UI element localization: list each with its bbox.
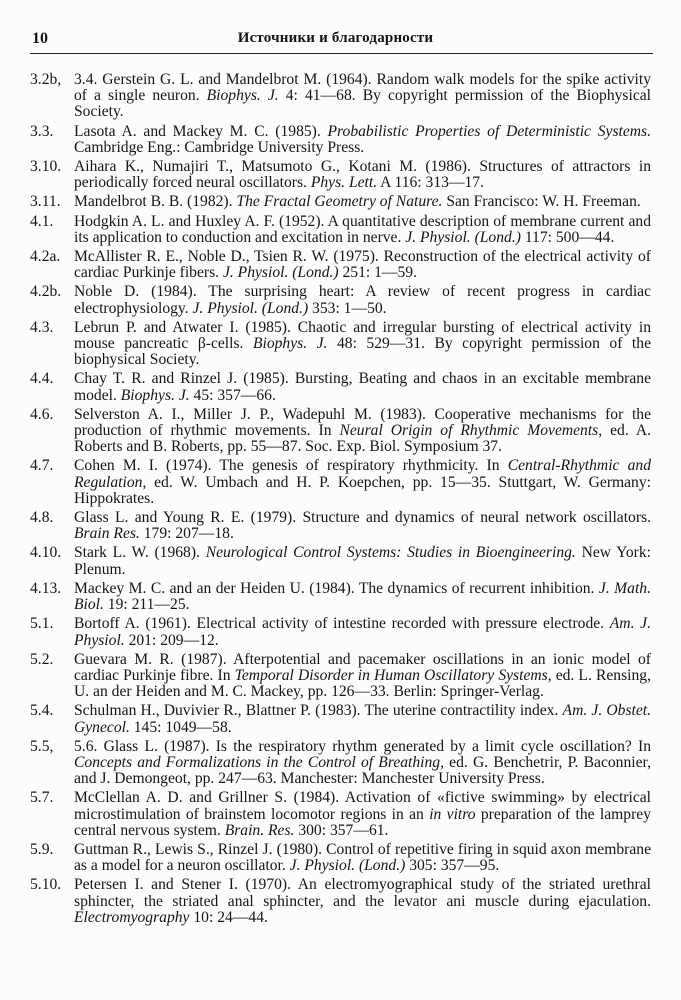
reference-text-segment: Hodgkin A. L. and Huxley A. F. (1952). A quantitative description of membrane current and its application to conduction and excitation in nerve. bbox=[74, 212, 651, 246]
reference-text-segment: Chay T. R. and Rinzel J. (1985). Bursting, Beating and chaos in an excitable membrane model. bbox=[74, 370, 651, 404]
reference-text-segment: , ed. L. Rensing, U. an der Heiden and M. C. Mackey, pp. 126—33. Berlin: Springer-Verlag. bbox=[74, 666, 651, 701]
reference-text-segment: , ed. A. Roberts and B. Roberts, pp. 55—87. Soc. Exp. Biol. Symposium 37. bbox=[74, 422, 651, 456]
reference-entry bbox=[30, 842, 651, 874]
reference-text bbox=[74, 284, 651, 316]
reference-source-italic: The Fractal Geometry of Nature. bbox=[236, 193, 443, 211]
running-title: Источники и благодарности bbox=[237, 30, 434, 46]
reference-text-segment: 19: 211—25. bbox=[103, 596, 190, 614]
reference-source-italic: Electromyography bbox=[74, 908, 190, 926]
reference-text-segment: A 116: 313—17. bbox=[377, 174, 484, 192]
reference-number: 4.3. bbox=[30, 318, 54, 336]
reference-text-segment: Mackey M. C. and an der Heiden U. (1984). The dynamics of recurrent inhibition. bbox=[74, 579, 599, 597]
reference-entry bbox=[30, 284, 651, 316]
reference-text-segment: Guevara M. R. (1987). Afterpotential and pacemaker oscillations in an ionic model of cardiac Purkinje fibre. In bbox=[74, 650, 651, 684]
reference-number: 4.6. bbox=[30, 405, 54, 423]
reference-text bbox=[74, 877, 651, 926]
reference-source-italic: J. Physiol. (Lond.) bbox=[222, 264, 339, 282]
reference-source-italic: J. Math. Biol. bbox=[74, 579, 651, 614]
reference-text-segment: 251: 1—59. bbox=[338, 264, 417, 282]
reference-number: 5.9. bbox=[30, 840, 54, 858]
reference-entry bbox=[30, 407, 651, 456]
reference-source-italic: Am. J. Obstet. Gynecol. bbox=[74, 702, 651, 736]
reference-source-italic: Neural Origin of Rhythmic Movements bbox=[339, 422, 599, 440]
reference-text-segment: 4: 41—68. By copyright permission of the Biophysical Society. bbox=[74, 87, 652, 121]
reference-entry bbox=[30, 458, 651, 507]
reference-number: 3.11. bbox=[30, 193, 61, 211]
reference-text-segment: 353: 1—50. bbox=[308, 299, 387, 317]
page-number: 10 bbox=[32, 30, 48, 47]
reference-text bbox=[74, 842, 651, 874]
reference-source-italic: J. Physiol. (Lond.) bbox=[289, 857, 406, 875]
reference-number: 4.10. bbox=[30, 544, 62, 562]
reference-entry bbox=[30, 616, 651, 648]
reference-text bbox=[74, 652, 651, 701]
reference-source-italic: Central-Rhythmic and Regulation bbox=[74, 457, 652, 491]
reference-text-segment: Aihara K., Numajiri T., Matsumoto G., Kotani M. (1986). Structures of attractors in periodically forced neural oscillators. bbox=[74, 158, 651, 192]
reference-entry bbox=[30, 581, 651, 613]
reference-text-segment: 305: 357—95. bbox=[405, 857, 500, 875]
reference-source-italic: J. Physiol. (Lond.) bbox=[405, 228, 521, 246]
reference-source-italic: Biophys. J. bbox=[252, 335, 328, 353]
reference-entry bbox=[30, 124, 651, 156]
reference-text bbox=[74, 249, 651, 281]
reference-number: 5.1. bbox=[30, 615, 54, 633]
reference-entry bbox=[30, 652, 651, 701]
reference-source-italic: Probabilistic Properties of Deterministic Systems. bbox=[327, 122, 651, 140]
reference-entry bbox=[30, 371, 651, 403]
reference-number: 4.1. bbox=[30, 212, 54, 230]
reference-text-segment: 45: 357—66. bbox=[189, 386, 276, 404]
reference-source-italic: Biophys. J. bbox=[120, 386, 190, 404]
reference-number: 5.4. bbox=[30, 702, 54, 720]
reference-text-segment: McClellan A. D. and Grillner S. (1984). Activation of «fictive swimming» by electrical microstimulation of brainstem locomotor regions in an bbox=[74, 789, 651, 823]
reference-text bbox=[74, 616, 651, 648]
reference-entry bbox=[30, 877, 651, 926]
reference-number: 3.3. bbox=[30, 122, 54, 140]
reference-number: 4.4. bbox=[30, 370, 54, 388]
reference-number: 5.5, bbox=[30, 737, 54, 755]
reference-text bbox=[74, 371, 651, 403]
reference-text-segment: 201: 209—12. bbox=[124, 631, 219, 649]
reference-text-segment: Lebrun P. and Atwater I. (1985). Chaotic and irregular bursting of electrical activity in mouse pancreatic β-cells. bbox=[74, 318, 651, 353]
reference-number: 4.2b. bbox=[30, 283, 62, 301]
reference-text-segment: 179: 207—18. bbox=[139, 525, 234, 543]
reference-source-italic: Phys. Lett. bbox=[310, 174, 378, 192]
reference-text bbox=[74, 320, 651, 369]
reference-source-italic: Am. J. Physiol. bbox=[74, 615, 651, 649]
reference-text-segment: 5.6. Glass L. (1987). Is the respiratory rhythm generated by a limit cycle oscillation? In bbox=[74, 737, 651, 755]
reference-text-segment: New York: Plenum. bbox=[74, 544, 651, 578]
reference-text bbox=[74, 545, 651, 577]
reference-text-segment: 3.4. Gerstein G. L. and Mandelbrot M. (1964). Random walk models for the spike activity of a single neuron. bbox=[74, 71, 651, 105]
reference-entry bbox=[30, 703, 651, 735]
reference-number: 5.7. bbox=[30, 789, 54, 807]
reference-text-segment: 48: 529—31. By copyright permission of the biophysical Society. bbox=[74, 335, 651, 369]
reference-text-segment: Guttman R., Lewis S., Rinzel J. (1980). Control of repetitive firing in squid axon membrane as a model for a neuron oscillator. bbox=[74, 840, 651, 875]
reference-text bbox=[74, 703, 651, 735]
reference-number: 4.13. bbox=[30, 579, 62, 597]
reference-entry bbox=[30, 739, 651, 788]
reference-text bbox=[74, 72, 651, 121]
reference-text-segment: Bortoff A. (1961). Electrical activity of intestine recorded with pressure electrode. bbox=[74, 615, 610, 633]
reference-number: 4.7. bbox=[30, 457, 54, 475]
reference-source-italic: Temporal Disorder in Human Oscillatory Systems bbox=[234, 666, 548, 684]
reference-text bbox=[74, 790, 651, 839]
reference-number: 4.8. bbox=[30, 509, 54, 527]
reference-text-segment: Cambridge Eng.: Cambridge University Press. bbox=[74, 138, 365, 156]
reference-text-segment: 145: 1049—58. bbox=[129, 718, 232, 736]
reference-entry bbox=[30, 790, 651, 839]
reference-text bbox=[74, 194, 651, 210]
reference-text-segment: Stark L. W. (1968). bbox=[74, 544, 206, 562]
reference-text bbox=[74, 739, 651, 788]
reference-text bbox=[74, 510, 651, 542]
reference-text-segment: San Francisco: W. H. Freeman. bbox=[442, 193, 641, 211]
reference-text-segment: Mandelbrot B. B. (1982). bbox=[74, 193, 237, 211]
reference-text-segment: Petersen I. and Stener I. (1970). An electromyographical study of the striated urethral sphincter, the striated anal sphincter, and the levator ani muscle during ejaculation. bbox=[74, 876, 651, 910]
reference-source-italic: Neurological Control Systems: Studies in Bioengineering. bbox=[205, 544, 576, 562]
reference-text bbox=[74, 214, 651, 246]
reference-source-italic: Concepts and Formalizations in the Control of Breathing bbox=[74, 753, 441, 771]
reference-entry bbox=[30, 320, 651, 369]
reference-text-segment: , ed. G. Benchetrir, P. Baconnier, and J. Demongeot, pp. 247—63. Manchester: Manchester University Press. bbox=[74, 753, 651, 788]
reference-number: 5.10. bbox=[30, 876, 62, 894]
reference-entry bbox=[30, 545, 651, 577]
reference-number: 3.2b, bbox=[30, 71, 62, 88]
reference-text-segment: Selverston A. I., Miller J. P., Wadepuhl M. (1983). Cooperative mechanisms for the production of rhythmic movements. In bbox=[74, 405, 651, 440]
reference-source-italic: Brain. Res. bbox=[224, 821, 295, 839]
reference-text bbox=[74, 159, 651, 191]
reference-source-italic: Brain Res. bbox=[74, 525, 140, 543]
reference-entry bbox=[30, 510, 651, 542]
reference-text-segment: McAllister R. E., Noble D., Tsien R. W. (1975). Reconstruction of the electrical activity of cardiac Purkinje fibers. bbox=[74, 248, 651, 282]
reference-number: 5.2. bbox=[30, 650, 54, 668]
reference-number: 4.2a. bbox=[30, 248, 61, 266]
reference-source-italic: J. Physiol. (Lond.) bbox=[192, 299, 309, 317]
reference-text-segment: preparation of the lamprey central nervous system. bbox=[74, 805, 652, 839]
reference-text bbox=[74, 581, 651, 613]
header-rule bbox=[30, 53, 653, 54]
reference-text-segment: 117: 500—44. bbox=[520, 228, 615, 246]
reference-text-segment: Glass L. and Young R. E. (1979). Structure and dynamics of neural network oscillators. bbox=[74, 509, 651, 527]
reference-entry bbox=[30, 72, 651, 121]
reference-text-segment: Noble D. (1984). The surprising heart: A review of recent progress in cardiac electrophysiology. bbox=[74, 283, 651, 317]
reference-text-segment: 10: 24—44. bbox=[189, 908, 268, 926]
reference-entry bbox=[30, 159, 651, 191]
page-header bbox=[20, 30, 651, 52]
reference-source-italic: Biophys. J. bbox=[206, 87, 279, 105]
reference-number: 3.10. bbox=[30, 158, 62, 176]
reference-text-segment: 300: 357—61. bbox=[294, 821, 389, 839]
reference-entry bbox=[30, 249, 651, 281]
reference-entry bbox=[30, 194, 651, 210]
reference-text-segment: , ed. W. Umbach and H. P. Koepchen, pp. 15—35. Stuttgart, W. Germany: Hippokrates. bbox=[74, 473, 651, 507]
reference-text bbox=[74, 407, 651, 456]
reference-source-italic: in vitro bbox=[429, 805, 476, 823]
reference-list bbox=[30, 72, 651, 929]
reference-text-segment: Cohen M. I. (1974). The genesis of respiratory rhythmicity. In bbox=[74, 457, 508, 475]
reference-entry bbox=[30, 214, 651, 246]
reference-text-segment: Lasota A. and Mackey M. C. (1985). bbox=[74, 122, 328, 140]
reference-text-segment: Schulman H., Duvivier R., Blattner P. (1983). The uterine contractility index. bbox=[74, 702, 563, 720]
reference-text bbox=[74, 124, 651, 156]
reference-text bbox=[74, 458, 651, 507]
